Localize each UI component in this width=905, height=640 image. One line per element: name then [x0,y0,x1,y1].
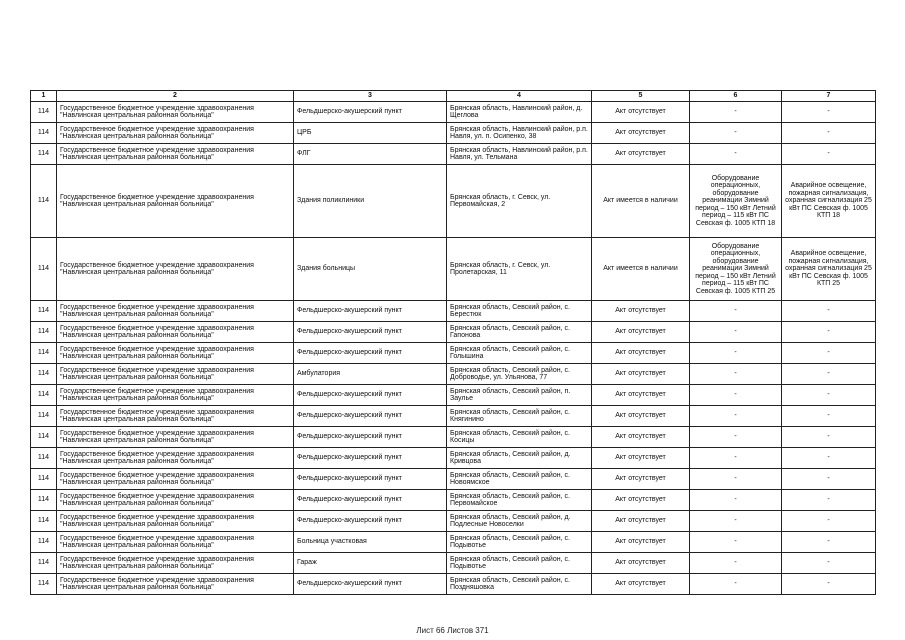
cell-c7: - [782,102,876,123]
cell-n: 114 [31,123,57,144]
table-row [31,102,876,123]
table-row [31,511,876,532]
cell-org: Государственное бюджетное учреждение здравоохранения "Навлинская центральная районная больница" [57,385,294,406]
cell-org: Государственное бюджетное учреждение здравоохранения "Навлинская центральная районная больница" [57,406,294,427]
cell-obj: Фельдшерско-акушерский пункт [294,322,447,343]
table-row [31,322,876,343]
cell-act: Акт отсутствует [592,490,690,511]
cell-n: 114 [31,532,57,553]
cell-n: 114 [31,364,57,385]
table-row [31,406,876,427]
cell-n: 114 [31,301,57,322]
data-table [30,90,876,595]
cell-addr: Брянская область, Севский район, с. Берестюк [447,301,592,322]
cell-addr: Брянская область, Севский район, с. Косицы [447,427,592,448]
cell-act: Акт отсутствует [592,427,690,448]
table-row [31,574,876,595]
cell-c6: Оборудование операционных, оборудование реанимации Зимний период – 150 кВт Летний период – 115 кВт ПС Севская ф. 1005 КТП 18 [690,165,782,238]
header-cell: 5 [592,91,690,102]
cell-act: Акт имеется в наличии [592,165,690,238]
cell-obj: Гараж [294,553,447,574]
cell-addr: Брянская область, Севский район, с. Доброводье, ул. Ульянова, 77 [447,364,592,385]
cell-obj: Фельдшерско-акушерский пункт [294,448,447,469]
cell-c6: - [690,427,782,448]
cell-c6: - [690,553,782,574]
cell-n: 114 [31,238,57,301]
cell-c6: - [690,385,782,406]
cell-c7: - [782,553,876,574]
table-row [31,385,876,406]
cell-c7: Аварийное освещение, пожарная сигнализация, охранная сигнализация 25 кВт ПС Севская ф. 1005 КТП 18 [782,165,876,238]
cell-c7: - [782,427,876,448]
cell-org: Государственное бюджетное учреждение здравоохранения "Навлинская центральная районная больница" [57,123,294,144]
cell-c6: - [690,490,782,511]
cell-act: Акт отсутствует [592,301,690,322]
page-footer: Лист 66 Листов 371 [416,626,489,635]
cell-obj: Фельдшерско-акушерский пункт [294,343,447,364]
cell-c6: - [690,322,782,343]
cell-act: Акт отсутствует [592,322,690,343]
header-row [31,91,876,102]
cell-obj: ФЛГ [294,144,447,165]
cell-act: Акт имеется в наличии [592,238,690,301]
cell-act: Акт отсутствует [592,343,690,364]
cell-n: 114 [31,490,57,511]
cell-org: Государственное бюджетное учреждение здравоохранения "Навлинская центральная районная больница" [57,301,294,322]
table-row [31,123,876,144]
cell-c6: - [690,532,782,553]
cell-org: Государственное бюджетное учреждение здравоохранения "Навлинская центральная районная больница" [57,553,294,574]
cell-c6: - [690,144,782,165]
cell-c7: - [782,123,876,144]
cell-addr: Брянская область, г. Севск, ул. Пролетарская, 11 [447,238,592,301]
cell-addr: Брянская область, Навлинский район, р.п. Навля, ул. Тельмана [447,144,592,165]
cell-org: Государственное бюджетное учреждение здравоохранения "Навлинская центральная районная больница" [57,490,294,511]
cell-c7: - [782,469,876,490]
cell-obj: Фельдшерско-акушерский пункт [294,301,447,322]
cell-obj: Фельдшерско-акушерский пункт [294,385,447,406]
cell-org: Государственное бюджетное учреждение здравоохранения "Навлинская центральная районная больница" [57,427,294,448]
cell-addr: Брянская область, Севский район, с. Подывотье [447,532,592,553]
cell-n: 114 [31,322,57,343]
cell-c6: Оборудование операционных, оборудование реанимации Зимний период – 150 кВт Летний период – 115 кВт ПС Севская ф. 1005 КТП 25 [690,238,782,301]
cell-n: 114 [31,427,57,448]
cell-n: 114 [31,343,57,364]
cell-addr: Брянская область, Севский район, д. Подлесные Новоселки [447,511,592,532]
cell-c6: - [690,574,782,595]
cell-c7: Аварийное освещение, пожарная сигнализация, охранная сигнализация 25 кВт ПС Севская ф. 1005 КТП 25 [782,238,876,301]
table-row [31,448,876,469]
cell-addr: Брянская область, г. Севск, ул. Первомайская, 2 [447,165,592,238]
cell-org: Государственное бюджетное учреждение здравоохранения "Навлинская центральная районная больница" [57,322,294,343]
cell-c7: - [782,364,876,385]
cell-n: 114 [31,553,57,574]
cell-n: 114 [31,448,57,469]
cell-obj: Фельдшерско-акушерский пункт [294,511,447,532]
cell-c6: - [690,102,782,123]
cell-act: Акт отсутствует [592,574,690,595]
header-cell: 1 [31,91,57,102]
cell-act: Акт отсутствует [592,364,690,385]
cell-obj: Здания больницы [294,238,447,301]
cell-obj: Здания поликлиники [294,165,447,238]
cell-c6: - [690,343,782,364]
cell-c7: - [782,490,876,511]
cell-act: Акт отсутствует [592,532,690,553]
cell-n: 114 [31,385,57,406]
cell-addr: Брянская область, Севский район, с. Княгинино [447,406,592,427]
cell-n: 114 [31,511,57,532]
cell-org: Государственное бюджетное учреждение здравоохранения "Навлинская центральная районная больница" [57,532,294,553]
cell-c7: - [782,301,876,322]
cell-n: 114 [31,406,57,427]
cell-c6: - [690,406,782,427]
cell-c7: - [782,574,876,595]
cell-act: Акт отсутствует [592,144,690,165]
header-cell: 3 [294,91,447,102]
cell-act: Акт отсутствует [592,553,690,574]
cell-c6: - [690,123,782,144]
cell-obj: Амбулатория [294,364,447,385]
cell-org: Государственное бюджетное учреждение здравоохранения "Навлинская центральная районная больница" [57,574,294,595]
cell-obj: Фельдшерско-акушерский пункт [294,406,447,427]
cell-obj: Больница участковая [294,532,447,553]
cell-c7: - [782,406,876,427]
table-row [31,144,876,165]
cell-act: Акт отсутствует [592,102,690,123]
cell-org: Государственное бюджетное учреждение здравоохранения "Навлинская центральная районная больница" [57,165,294,238]
cell-obj: Фельдшерско-акушерский пункт [294,469,447,490]
table-row [31,238,876,301]
cell-org: Государственное бюджетное учреждение здравоохранения "Навлинская центральная районная больница" [57,102,294,123]
cell-c6: - [690,364,782,385]
table-body [31,91,876,595]
header-cell: 7 [782,91,876,102]
cell-org: Государственное бюджетное учреждение здравоохранения "Навлинская центральная районная больница" [57,343,294,364]
table-row [31,364,876,385]
table-row [31,427,876,448]
cell-c7: - [782,532,876,553]
cell-org: Государственное бюджетное учреждение здравоохранения "Навлинская центральная районная больница" [57,144,294,165]
cell-addr: Брянская область, Севский район, с. Голышина [447,343,592,364]
cell-org: Государственное бюджетное учреждение здравоохранения "Навлинская центральная районная больница" [57,448,294,469]
table-row [31,165,876,238]
cell-c6: - [690,301,782,322]
table-row [31,301,876,322]
cell-org: Государственное бюджетное учреждение здравоохранения "Навлинская центральная районная больница" [57,511,294,532]
cell-n: 114 [31,574,57,595]
cell-addr: Брянская область, Севский район, с. Поздняшовка [447,574,592,595]
cell-addr: Брянская область, Севский район, с. Новоямское [447,469,592,490]
cell-addr: Брянская область, Севский район, с. Гапонова [447,322,592,343]
cell-c7: - [782,322,876,343]
cell-c6: - [690,448,782,469]
cell-org: Государственное бюджетное учреждение здравоохранения "Навлинская центральная районная больница" [57,364,294,385]
cell-c7: - [782,343,876,364]
cell-org: Государственное бюджетное учреждение здравоохранения "Навлинская центральная районная больница" [57,469,294,490]
cell-c7: - [782,448,876,469]
cell-act: Акт отсутствует [592,406,690,427]
cell-c7: - [782,511,876,532]
cell-obj: Фельдшерско-акушерский пункт [294,490,447,511]
cell-c7: - [782,144,876,165]
cell-c7: - [782,385,876,406]
cell-n: 114 [31,165,57,238]
cell-c6: - [690,511,782,532]
table-row [31,532,876,553]
cell-act: Акт отсутствует [592,511,690,532]
cell-obj: Фельдшерско-акушерский пункт [294,427,447,448]
table-row [31,553,876,574]
cell-obj: Фельдшерско-акушерский пункт [294,102,447,123]
cell-act: Акт отсутствует [592,123,690,144]
table-row [31,490,876,511]
cell-act: Акт отсутствует [592,469,690,490]
cell-n: 114 [31,469,57,490]
cell-addr: Брянская область, Севский район, д. Кривцова [447,448,592,469]
cell-obj: Фельдшерско-акушерский пункт [294,574,447,595]
cell-n: 114 [31,102,57,123]
table-row [31,343,876,364]
cell-addr: Брянская область, Навлинский район, д. Щеглова [447,102,592,123]
cell-n: 114 [31,144,57,165]
cell-act: Акт отсутствует [592,385,690,406]
cell-obj: ЦРБ [294,123,447,144]
cell-addr: Брянская область, Севский район, с. Подывотье [447,553,592,574]
cell-addr: Брянская область, Севский район, с. Первомайское [447,490,592,511]
table-row [31,469,876,490]
header-cell: 6 [690,91,782,102]
cell-act: Акт отсутствует [592,448,690,469]
cell-c6: - [690,469,782,490]
cell-addr: Брянская область, Навлинский район, р.п. Навля, ул. п. Осипенко, 38 [447,123,592,144]
cell-addr: Брянская область, Севский район, п. Заулье [447,385,592,406]
header-cell: 4 [447,91,592,102]
header-cell: 2 [57,91,294,102]
cell-org: Государственное бюджетное учреждение здравоохранения "Навлинская центральная районная больница" [57,238,294,301]
